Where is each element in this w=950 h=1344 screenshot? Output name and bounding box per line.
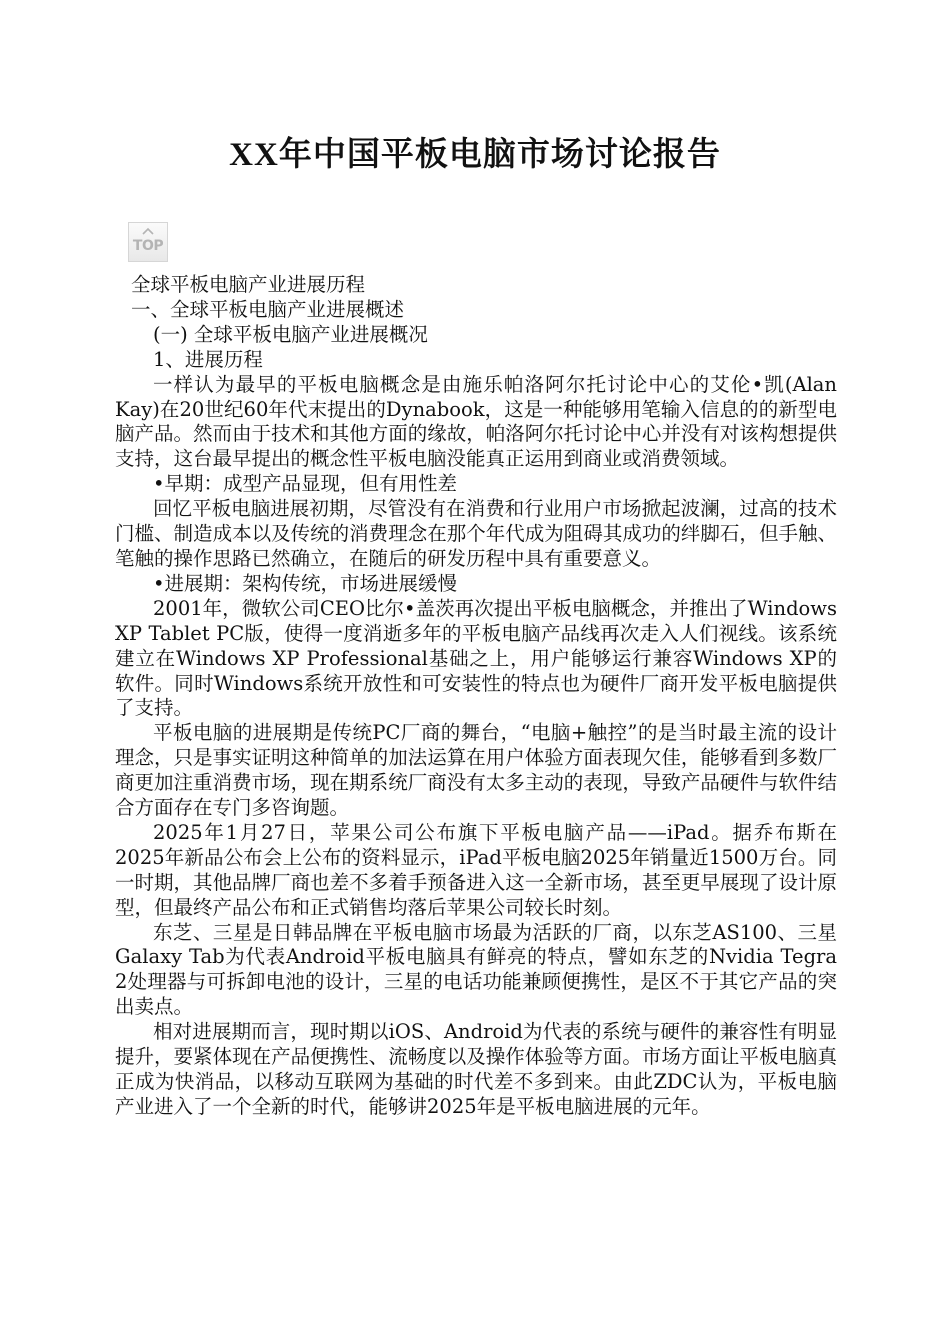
- paragraph-current-stage: 相对进展期而言，现时期以iOS、Android为代表的系统与硬件的兼容性有明显提升，要紧体现在产品便携性、流畅度以及操作体验等方面。市场方面让平板电脑真正成为快消品，以移动互联网为基础的时代差不多到来。由此ZDC认为，平板电脑产业进入了一个全新的时代，能够讲2025年是平板电脑进展的元年。: [115, 1020, 837, 1118]
- bullet-early-stage: •早期：成型产品显现，但有用性差: [153, 472, 458, 496]
- paragraph-early-stage: 回忆平板电脑进展初期，尽管没有在消费和行业用户市场掀起波澜，过高的技术门槛、制造成本以及传统的消费理念在那个年代成为阻碍其成功的绊脚石，但手触、笔触的操作思路已然确立，在随后的研发历程中具有重要意义。: [115, 497, 837, 570]
- chevron-up-icon: [142, 227, 154, 235]
- heading-level-2: 一、全球平板电脑产业进展概述: [131, 297, 405, 321]
- paragraph-pc-vendors: 平板电脑的进展期是传统PC厂商的舞台，“电脑+触控”的是当时最主流的设计理念，只是事实证明这种简单的加法运算在用户体验方面表现欠佳，能够看到多数厂商更加注重消费市场，现在期系统厂商没有太多主动的表现，导致产品硬件与软件结合方面存在专门多咨询题。: [115, 721, 837, 820]
- bullet-development-stage: •进展期：架构传统，市场进展缓慢: [153, 571, 458, 595]
- paragraph-windows-xp-tablet: 2001年，微软公司CEO比尔•盖茨再次提出平板电脑概念，并推出了Windows XP Tablet PC版，使得一度消逝多年的平板电脑产品线再次走入人们视线。该系统建立在Windows XP Professional基础之上，用户能够运行兼容Windows XP的软件。同时Windows系统开放性和可安装性的特点也为硬件厂商开发平板电脑提供了支持。: [115, 596, 837, 720]
- paragraph-toshiba-samsung: 东芝、三星是日韩品牌在平板电脑市场最为活跃的厂商，以东芝AS100、三星Galaxy Tab为代表Android平板电脑具有鲜亮的特点，譬如东芝的Nvidia Tegra 2处理器与可拆卸电池的设计，三星的电话功能兼顾便携性，是区不于其它产品的突出卖点。: [115, 920, 837, 1019]
- paragraph-ipad: 2025年1月27日，苹果公司公布旗下平板电脑产品——iPad。据乔布斯在2025年新品公布会上公布的资料显示，iPad平板电脑2025年销量近1500万台。同一时期，其他品牌厂商也差不多着手预备进入这一全新市场，甚至更早展现了设计原型，但最终产品公布和正式销售均落后苹果公司较长时刻。: [115, 820, 837, 919]
- paragraph-dynabook: 一样认为最早的平板电脑概念是由施乐帕洛阿尔托讨论中心的艾伦•凯(Alan Kay)在20世纪60年代末提出的Dynabook，这是一种能够用笔输入信息的的新型电脑产品。然而由于技术和其他方面的缘故，帕洛阿尔托讨论中心并没有对该构想提供支持，这台最早提出的概念性平板电脑没能真正运用到商业或消费领域。: [115, 372, 837, 471]
- document-body: [115, 273, 837, 1120]
- heading-level-1: 全球平板电脑产业进展历程: [131, 273, 366, 296]
- back-to-top-button[interactable]: [128, 222, 168, 262]
- heading-level-4: 1、进展历程: [153, 347, 263, 371]
- heading-level-3: (一) 全球平板电脑产业进展概况: [153, 322, 428, 346]
- back-to-top-label: TOP: [132, 238, 164, 254]
- document-title: XX年中国平板电脑市场讨论报告: [229, 137, 721, 173]
